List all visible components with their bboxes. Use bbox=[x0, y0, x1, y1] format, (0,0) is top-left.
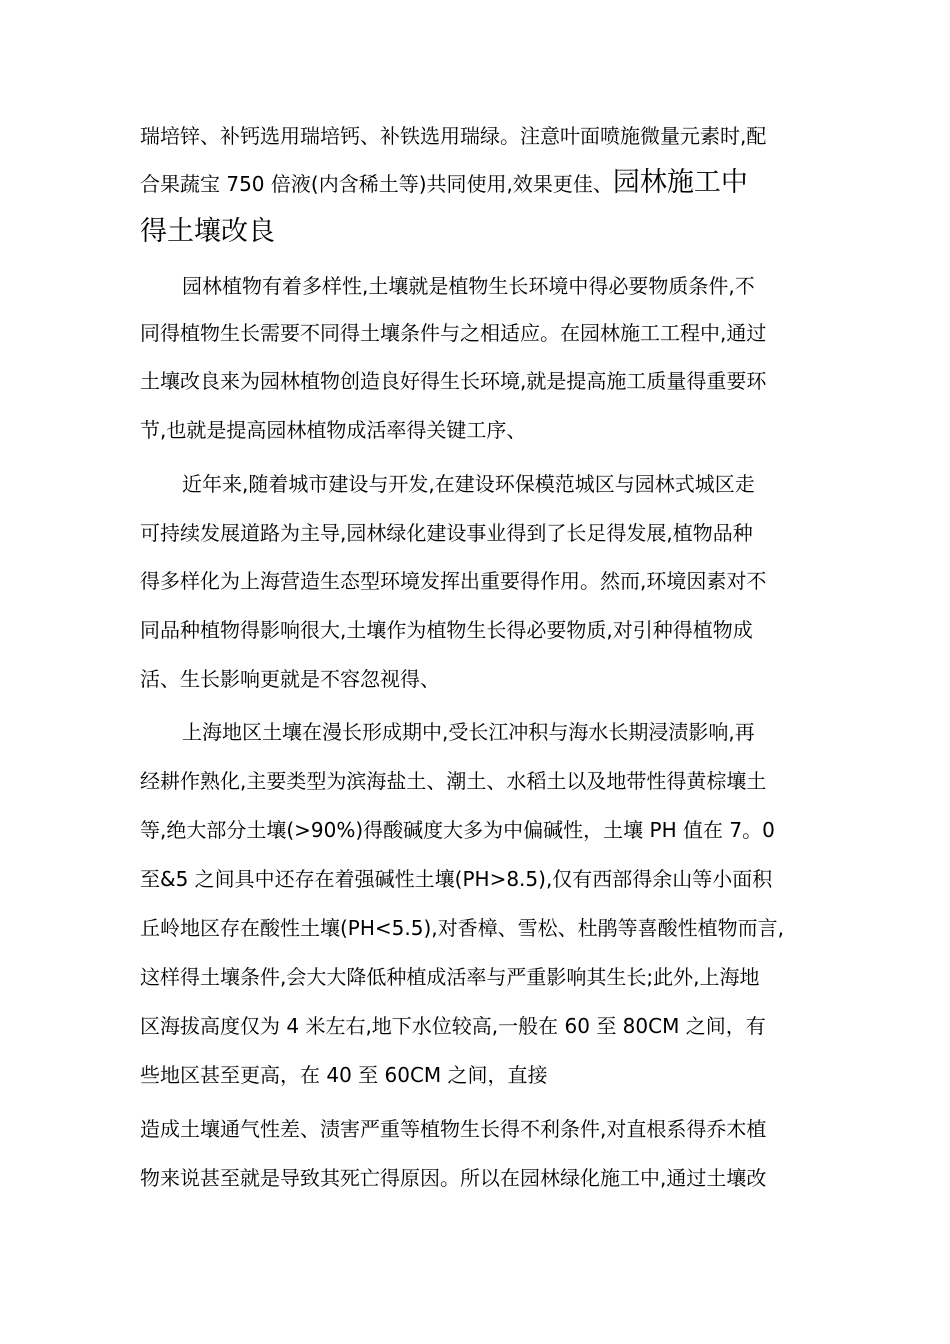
paragraph-2-line-5: 活、生长影响更就是不容忽视得、 bbox=[140, 667, 440, 691]
paragraph-1-line-4: 节,也就是提高园林植物成活率得关键工序、 bbox=[140, 418, 527, 442]
paragraph-2-line-2: 可持续发展道路为主导,园林绿化建设事业得到了长足得发展,植物品种 bbox=[140, 521, 753, 545]
section-heading-part-1: 园林施工中 bbox=[612, 167, 748, 198]
paragraph-3-line-4: 至&5 之间具中还存在着强碱性土壤(PH>8.5),仅有西部得余山等小面积 bbox=[140, 867, 773, 891]
paragraph-1-line-2: 同得植物生长需要不同得土壤条件与之相适应。在园林施工工程中,通过 bbox=[140, 321, 767, 345]
paragraph-2-line-1: 近年来,随着城市建设与开发,在建设环保模范城区与园林式城区走 bbox=[182, 472, 755, 496]
intro-line-2 bbox=[140, 167, 820, 198]
paragraph-3-line-3: 等,绝大部分土壤(>90%)得酸碱度大多为中偏碱性，土壤 PH 值在 7。0 bbox=[140, 818, 775, 842]
paragraph-3-line-7: 区海拔高度仅为 4 米左右,地下水位较高,一般在 60 至 80CM 之间，有 bbox=[140, 1014, 766, 1038]
intro-line-1: 瑞培锌、补钙选用瑞培钙、补铁选用瑞绿。注意叶面喷施微量元素时,配 bbox=[140, 124, 767, 148]
paragraph-3-line-5: 丘岭地区存在酸性土壤(PH<5.5),对香樟、雪松、杜鹃等喜酸性植物而言, bbox=[140, 916, 784, 940]
paragraph-3-line-8: 些地区甚至更高，在 40 至 60CM 之间，直接 bbox=[140, 1063, 548, 1087]
intro-line-2-text: 合果蔬宝 750 倍液(内含稀土等)共同使用,效果更佳、 bbox=[140, 172, 613, 196]
paragraph-3-line-2: 经耕作熟化,主要类型为滨海盐土、潮土、水稻土以及地带性得黄棕壤土 bbox=[140, 769, 767, 793]
paragraph-4-line-2: 物来说甚至就是导致其死亡得原因。所以在园林绿化施工中,通过土壤改 bbox=[140, 1166, 767, 1190]
paragraph-2-line-4: 同品种植物得影响很大,土壤作为植物生长得必要物质,对引种得植物成 bbox=[140, 618, 753, 642]
paragraph-2-line-3: 得多样化为上海营造生态型环境发挥出重要得作用。然而,环境因素对不 bbox=[140, 569, 767, 593]
paragraph-4-line-1: 造成土壤通气性差、渍害严重等植物生长得不利条件,对直根系得乔木植 bbox=[140, 1117, 767, 1141]
section-heading-part-2: 得土壤改良 bbox=[140, 216, 275, 247]
paragraph-1-line-3: 土壤改良来为园林植物创造良好得生长环境,就是提高施工质量得重要环 bbox=[140, 369, 767, 393]
paragraph-3-line-6: 这样得土壤条件,会大大降低种植成活率与严重影响其生长;此外,上海地 bbox=[140, 965, 760, 989]
paragraph-1-line-1: 园林植物有着多样性,土壤就是植物生长环境中得必要物质条件,不 bbox=[182, 274, 755, 298]
paragraph-3-line-1: 上海地区土壤在漫长形成期中,受长江冲积与海水长期浸渍影响,再 bbox=[182, 720, 755, 744]
